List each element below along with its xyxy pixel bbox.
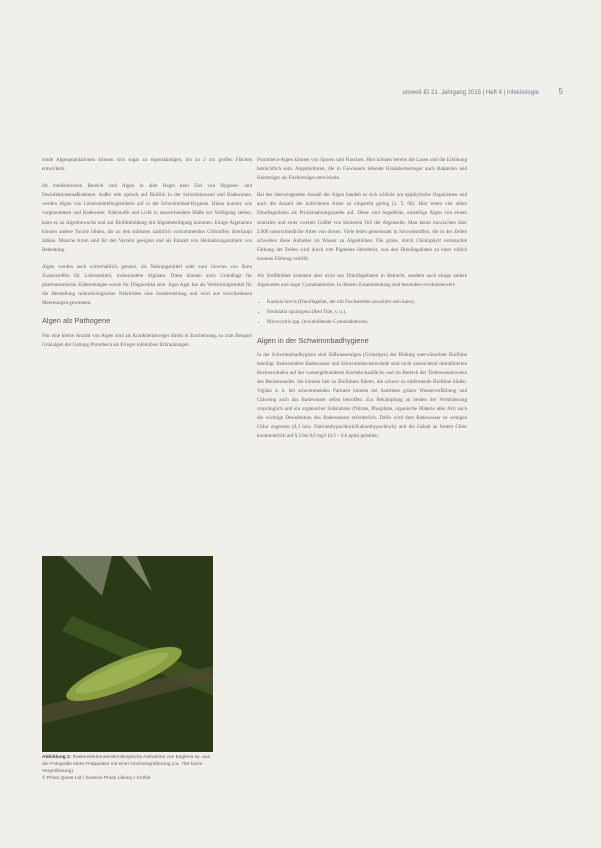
left-column [42, 156, 252, 358]
caption-label: Abbildung 2: [42, 755, 72, 760]
paragraph: Prototheca-Algen können von Sporen und Flaschen. Hier können bereits die Lasen und die Erhöhung beträchtlich sein. Algenkulturen, die in Gewässern lebende Krankheitserreger auch Bakterien und Keimträger als Fischerträger entwickeln. [257, 157, 467, 182]
paragraph: Als Stoffbildner kommen aber nicht nur Dinoflagellaten in Betracht, sondern auch einige andere Algenarten und sogar Cyanobakterien. In diesem Zusammenhang sind besonders erwähnenswert: [257, 273, 467, 289]
list-item: • Microcystis spp. (toxinbildende Cyanobakterien). [267, 318, 467, 327]
caption-text: Rasterelektronenmikroskopische Aufnahme von Euglena sp. aus der Fotografie eines Präparates mit einer Hochvergrößerung (ca. 750-fache Vergrößerung). [42, 755, 210, 774]
algae-illustration [42, 556, 213, 752]
list-item: • Nodularia spumigena (Red Tide, s. u.), [267, 308, 467, 317]
section-heading: Algen als Pathogene [42, 316, 111, 326]
figure-caption [42, 754, 214, 782]
paragraph: Algen werden auch wirtschaftlich genutzt, als Nahrungsmittel oder zum Gewinn von ihren Zusatzstoffen für Lebensmittel, insbesondere Alginate. Diese können auch Grundlage für pharmazeutische Zubereitungen sowie für Diagnostika sein. Agar-Agar hat als Verdickungsmittel für die Herstellung mikrobiologischer Nährböden eine Sonderstellung und wird aus verschiedenen Meeresalgen gewonnen. [42, 263, 252, 307]
running-header [300, 87, 563, 96]
page-number: 5 [558, 87, 563, 96]
paragraph: Bei der überwiegenden Anzahl der Algen handelt es sich schlicht um epiphytische Organismen und auch die Anzahl der kultivierten Arten ist eingeteilt gering (z. T. 60). Hier treten viel allem Dinoflagellaten als Primärnahrungsquelle auf. Diese sind begeißelte, einzellige Algen von einem zentralen und einer zweiten Geißel von kleineren Teil der Algenzelle. Man kennt inzwischen über 2.000 unterschiedliche Arten von diesen. Viele leben gemeinsam in Schwebstoffen, die in der Zellen schweben diese Aufseher im Wasser zu Algenblüten. Die grüne, durch Chlorophyll verursachte Färbung der Zellen wird durch rote Pigmente überdeckt, was den Dinoflagellaten zu einer rötlich braunen Färbung verhilft. [257, 192, 467, 262]
microscope-image [42, 556, 213, 752]
paragraph: tende Algenpopulationen können sich sogar zu eigenständigen, bis zu 2 cm großen Flächen entwickeln. [42, 157, 252, 173]
image-credit: © Photo Quest Ltd / Science Photo Library / Corbis [42, 776, 151, 781]
section-heading: Algen in der Schwimmbadhygiene [257, 335, 369, 345]
journal-info: umwelt·ID 21. Jahrgang 2015 | Heft 4 | [402, 90, 506, 96]
right-column [257, 156, 467, 450]
paragraph: Nur eine kleine Anzahl von Algen sind als Krankheitserreger direkt in Erscheinung, so zum Beispiel Grünalgen der Gattung Prototheca als Erreger infektiöser Erkrankungen. [42, 332, 252, 348]
list-item: • Karenia brevis (Dinoflagellat, der mit Fischsterben assoziiert sein kann), [267, 298, 467, 307]
bullet-list [257, 298, 467, 327]
paragraph: In der Schwimmbadhygiene sind Süßwasseralgen (Grünalgen) der Bildung unerwünschter Biofilme beteiligt. Insbesondere Badewasser und Schwimmbeckenwände sind nicht ausreichend desinfizierten Beckenwänden auf der wassergebundenen Kachelschaufläche und im Bereich der Tiefenwasserzonen des Beckenrandes. Sie können hier zu Biofilmen führen, die schwer zu entfernende Biofilme bilden. Vigilan d. h. bei schwimmenden Partnern können bei Austreten grüner Wasserverfärbung und Chlorung auch das Badewasser selbst betroffen. Zur Bekämpfung an beiden der Verhinderung ursprünglich und ein organischer Substanzen (Nitrate, Phosphate, organische Materie aller Art) nach die wichtige Desinfektion des Badewassers erforderlich. Dafür wird dem Badewasser so wenigen Chlor zugesetzt (0,3 bzw. Natriumhypochlorit/Kaliumhypochlorit) und die Gehalt an freiem Chlor kontinuierlich auf 0,3 bis 0,6 mg/l (0,3 – 0,6 ppm) gehalten. [257, 351, 467, 440]
section-name: Infektiologie [506, 90, 539, 96]
paragraph: Im medizinischen Bereich sind Algen in aller Regel kein Ziel von Hygiene- und Desinfektionsmaßnahmen. Außer rein optisch auf Biofilm in der Schwimmwand und Badewanne, werden Algen von Lebensmittelhygienikern auf in der Schwimmbad-Hygiene. Hinzu kommt, wie vorgenommen und Badewater, Nährstoffe und Licht in ausreichendem Maße zur Verfügung stehen, kann es zu Algenbewuchs und zur Biofilmbildung mit Algenbeteiligung kommen. Einige Algenarten können andere Toxine bilden, die zu den stärksten natürlich vorkommenden Giftstoffen überhaupt zählen. Manche Arten sind für den Verzehr geeignet und als Einsatz von Heilnahrungsmitteln von Bedeutung. [42, 183, 252, 253]
